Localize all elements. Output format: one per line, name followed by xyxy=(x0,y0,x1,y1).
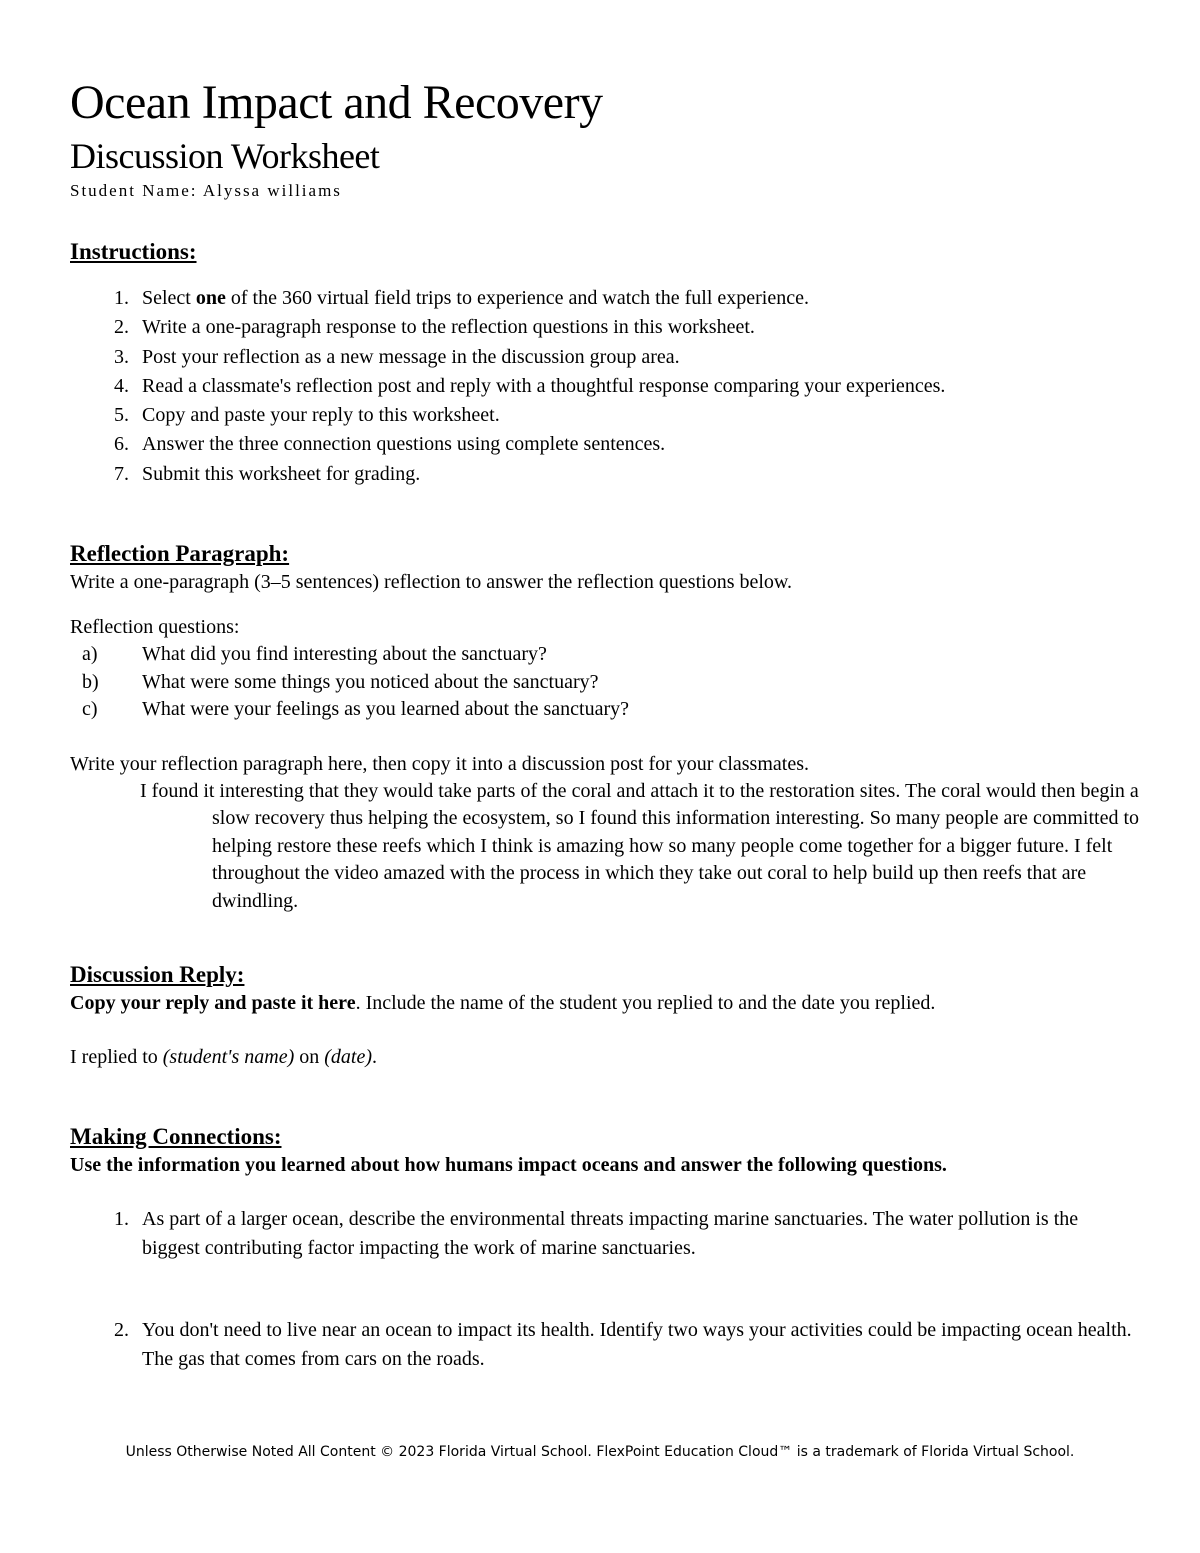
instruction-item xyxy=(70,343,1140,372)
reflection-heading: Reflection Paragraph: xyxy=(70,541,290,567)
question-text: What were your feelings as you learned about the sanctuary? xyxy=(142,698,630,721)
instruction-text: Read a classmate's reflection post and reply with a thoughtful response comparing your experiences. xyxy=(142,374,946,397)
instruction-item xyxy=(70,401,1140,430)
connection-number: 1. xyxy=(114,1208,129,1231)
instruction-number: 6. xyxy=(114,433,129,456)
reflection-answer: I found it interesting that they would take parts of the coral and attach it to the restoration sites. The coral would then begin a slow recovery thus helping the ecosystem, so I found this information interesting. So many people are committed to helping restore these reefs which I think is amazing how so many people come together for a bigger future. I felt throughout the video amazed with the process in which they take out coral to help build up then reefs that are dwindling. xyxy=(140,779,1140,912)
discussion-section xyxy=(70,961,1140,1071)
connections-section xyxy=(70,1123,1140,1374)
reflection-question xyxy=(70,669,1140,697)
instructions-section xyxy=(70,238,1140,489)
instruction-item xyxy=(70,460,1140,489)
instruction-item xyxy=(70,372,1140,401)
instruction-item xyxy=(70,313,1140,342)
instructions-heading: Instructions: xyxy=(70,239,197,264)
reflection-prompt: Write a one-paragraph (3–5 sentences) reflection to answer the reflection questions below. xyxy=(70,571,793,594)
page-subtitle: Discussion Worksheet xyxy=(70,136,380,176)
instruction-number: 4. xyxy=(114,374,129,397)
instruction-text: of the 360 virtual field trips to experience and watch the full experience. xyxy=(225,287,809,309)
connections-instruction: Use the information you learned about how humans impact oceans and answer the following questions. xyxy=(70,1154,947,1177)
reflection-questions-list xyxy=(70,641,1140,724)
reflection-question xyxy=(70,696,1140,724)
reply-student-name: (student's name) xyxy=(162,1046,295,1069)
copyright-footer: Unless Otherwise Noted All Content © 2023 Florida Virtual School. FlexPoint Education Cloud™ is a trademark of Florida Virtual School. xyxy=(125,1444,1075,1460)
instruction-number: 7. xyxy=(114,462,129,485)
instructions-list xyxy=(70,284,1140,489)
connection-question xyxy=(70,1316,1140,1375)
discussion-heading: Discussion Reply: xyxy=(70,962,245,988)
reply-date: (date) xyxy=(324,1046,372,1069)
instruction-number: 5. xyxy=(114,404,129,427)
reply-prefix: I replied to xyxy=(70,1046,163,1069)
instruction-text: Answer the three connection questions using complete sentences. xyxy=(142,433,666,456)
connection-number: 2. xyxy=(114,1318,129,1341)
instruction-number: 3. xyxy=(114,345,129,368)
student-name-line xyxy=(70,180,1140,202)
instruction-number: 2. xyxy=(114,316,129,339)
discussion-instruction-bold: Copy your reply and paste it here xyxy=(70,992,356,1015)
instruction-item xyxy=(70,430,1140,459)
instruction-item xyxy=(70,284,1140,313)
instruction-text: Post your reflection as a new message in the discussion group area. xyxy=(142,345,680,368)
instruction-emphasis: one xyxy=(195,287,226,309)
reflection-section xyxy=(70,540,1140,915)
page-title: Ocean Impact and Recovery xyxy=(70,76,603,129)
connections-list xyxy=(70,1205,1140,1374)
instruction-number: 1. xyxy=(114,287,129,309)
reflection-write-prompt: Write your reflection paragraph here, then copy it into a discussion post for your classmates. xyxy=(70,752,809,775)
question-letter: a) xyxy=(82,643,98,666)
reflection-question xyxy=(70,641,1140,669)
worksheet-content xyxy=(70,74,1140,1374)
student-name-value: Alyssa williams xyxy=(202,181,342,200)
instruction-text: Select xyxy=(142,287,196,309)
instruction-text: Copy and paste your reply to this worksheet. xyxy=(142,404,500,427)
connection-question xyxy=(70,1205,1140,1264)
reply-end: . xyxy=(372,1046,377,1069)
connections-heading: Making Connections: xyxy=(70,1124,282,1150)
connection-text: As part of a larger ocean, describe the environmental threats impacting marine sanctuaries. The water pollution is the biggest contributing factor impacting the work of marine sanctuaries. xyxy=(142,1208,1079,1260)
connection-text: You don't need to live near an ocean to impact its health. Identify two ways your activities could be impacting ocean health. The gas that comes from cars on the roads. xyxy=(142,1318,1132,1370)
question-text: What were some things you noticed about the sanctuary? xyxy=(142,670,599,693)
discussion-instruction xyxy=(70,989,1140,1017)
reflection-questions-label: Reflection questions: xyxy=(70,616,240,639)
reply-mid: on xyxy=(294,1046,325,1069)
question-letter: c) xyxy=(82,698,98,721)
question-letter: b) xyxy=(82,670,99,693)
student-name-label: Student Name: xyxy=(70,181,198,200)
instruction-text: Write a one-paragraph response to the reflection questions in this worksheet. xyxy=(142,316,755,339)
question-text: What did you find interesting about the sanctuary? xyxy=(142,643,547,666)
discussion-instruction-rest: . Include the name of the student you replied to and the date you replied. xyxy=(355,992,936,1015)
instruction-text: Submit this worksheet for grading. xyxy=(142,462,421,485)
discussion-reply-line xyxy=(70,1043,1140,1071)
